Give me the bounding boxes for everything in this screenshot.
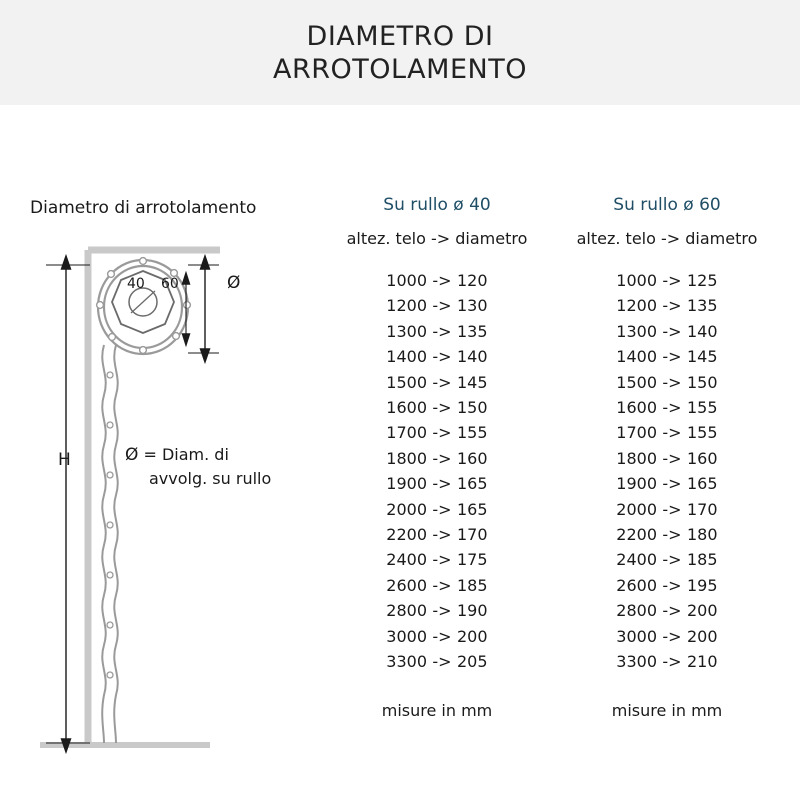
- curtain-height-value: 2400: [386, 550, 427, 570]
- roll-diameter-value: 145: [687, 347, 718, 367]
- roll-diameter-value: 195: [687, 575, 718, 595]
- roll-diameter-value: 140: [457, 347, 488, 367]
- arrow-icon: ->: [662, 271, 682, 290]
- curtain-height-value: 2600: [616, 575, 657, 595]
- measurement-row: [552, 344, 782, 369]
- curtain-height-value: 1400: [616, 347, 657, 367]
- roll-diameter-value: 200: [457, 626, 488, 646]
- measurement-row: [552, 268, 782, 293]
- column-60-title: Su rullo ø 60: [613, 195, 721, 215]
- curtain-height-value: 2200: [386, 525, 427, 545]
- measurement-row: [552, 573, 782, 598]
- arrow-icon: ->: [432, 652, 452, 672]
- arrow-icon: ->: [432, 296, 452, 316]
- column-40-rows: [322, 268, 552, 675]
- arrow-icon: ->: [432, 321, 452, 341]
- height-dimension-label: H: [58, 450, 71, 470]
- measurement-row: [552, 649, 782, 674]
- arrow-icon: ->: [662, 652, 682, 672]
- diagram-block: [0, 105, 330, 800]
- curtain-height-value: 1900: [616, 474, 657, 494]
- arrow-icon: ->: [432, 423, 452, 443]
- measurement-row: [322, 395, 552, 420]
- content-area: [0, 105, 800, 800]
- measurement-row: [322, 293, 552, 318]
- measurement-row: [322, 319, 552, 344]
- curtain-height-value: 1700: [386, 423, 427, 443]
- arrow-icon: ->: [432, 372, 452, 392]
- measurement-row: [322, 344, 552, 369]
- arrow-icon: ->: [432, 271, 452, 290]
- roll-diameter-value: 185: [457, 575, 488, 595]
- measurement-row: [322, 547, 552, 572]
- measurement-row: [322, 420, 552, 445]
- diameter-dimension-label: Ø: [227, 273, 241, 293]
- curtain-height-value: 2000: [616, 499, 657, 519]
- column-roller-40: [322, 105, 552, 720]
- arrow-icon: ->: [662, 601, 682, 621]
- roll-diameter-value: 150: [687, 372, 718, 392]
- curtain-height-value: 3000: [616, 626, 657, 646]
- curtain-height-value: 1500: [616, 372, 657, 392]
- roll-diameter-value: 180: [687, 525, 718, 545]
- measurement-row: [552, 547, 782, 572]
- arrow-icon: ->: [432, 550, 452, 570]
- curtain-height-value: 1800: [386, 448, 427, 468]
- curtain-height-value: 2600: [386, 575, 427, 595]
- roll-diameter-value: 165: [457, 499, 488, 519]
- measurement-row: [322, 649, 552, 674]
- arrow-icon: ->: [662, 372, 682, 392]
- measurement-row: [322, 471, 552, 496]
- arrow-icon: ->: [662, 448, 682, 468]
- curtain-height-value: 1600: [386, 398, 427, 418]
- measurement-row: [552, 598, 782, 623]
- column-60-rows: [552, 268, 782, 675]
- roll-diameter-value: 170: [457, 525, 488, 545]
- measurement-row: [552, 370, 782, 395]
- measurement-row: [322, 370, 552, 395]
- roll-diameter-value: 165: [687, 474, 718, 494]
- arrow-icon: ->: [432, 474, 452, 494]
- roll-diameter-value: 205: [457, 652, 488, 672]
- column-60-subtitle: altez. telo -> diametro: [576, 229, 758, 248]
- curtain-height-value: 1500: [386, 372, 427, 392]
- arrow-icon: ->: [662, 398, 682, 418]
- column-40-title: Su rullo ø 40: [383, 195, 491, 215]
- roller-40-label: 40: [127, 276, 145, 292]
- page-header: [0, 0, 800, 105]
- arrow-icon: ->: [662, 474, 682, 494]
- curtain-height-value: 1400: [386, 347, 427, 367]
- curtain-height-value: 3000: [386, 626, 427, 646]
- rolling-diagram-illustration: [0, 225, 330, 785]
- roll-diameter-value: 155: [687, 398, 718, 418]
- arrow-icon: ->: [662, 575, 682, 595]
- curtain-height-value: 1300: [386, 321, 427, 341]
- measurement-row: [552, 471, 782, 496]
- roll-diameter-value: 145: [457, 372, 488, 392]
- arrow-icon: ->: [432, 575, 452, 595]
- curtain-height-value: 1000: [616, 271, 657, 290]
- arrow-icon: ->: [662, 423, 682, 443]
- measurement-row: [322, 573, 552, 598]
- arrow-icon: ->: [432, 499, 452, 519]
- roll-diameter-value: 160: [457, 448, 488, 468]
- measurement-row: [552, 624, 782, 649]
- curtain-height-value: 3300: [386, 652, 427, 672]
- roll-diameter-value: 210: [687, 652, 718, 672]
- measurement-row: [552, 446, 782, 471]
- column-roller-60: [552, 105, 782, 720]
- arrow-icon: ->: [662, 525, 682, 545]
- legend-diameter-icon: Ø: [125, 445, 139, 465]
- measurement-row: [552, 522, 782, 547]
- arrow-icon: ->: [662, 296, 682, 316]
- curtain-height-value: 1200: [616, 296, 657, 316]
- roll-diameter-value: 130: [457, 296, 488, 316]
- roll-diameter-value: 175: [457, 550, 488, 570]
- curtain-height-value: 1000: [386, 271, 427, 290]
- arrow-icon: ->: [662, 626, 682, 646]
- curtain-height-value: 2200: [616, 525, 657, 545]
- roll-diameter-value: 155: [687, 423, 718, 443]
- arrow-icon: ->: [662, 499, 682, 519]
- curtain-height-value: 2800: [386, 601, 427, 621]
- measurement-row: [552, 497, 782, 522]
- arrow-icon: ->: [662, 550, 682, 570]
- roll-diameter-value: 200: [687, 601, 718, 621]
- roll-diameter-value: 120: [457, 271, 488, 290]
- roll-diameter-value: 155: [457, 423, 488, 443]
- measurement-row: [322, 268, 552, 293]
- curtain-height-value: 2400: [616, 550, 657, 570]
- arrow-icon: ->: [432, 398, 452, 418]
- curtain-height-value: 2800: [616, 601, 657, 621]
- curtain-height-value: 1600: [616, 398, 657, 418]
- measurement-row: [322, 522, 552, 547]
- roller-60-label: 60: [161, 276, 179, 292]
- arrow-icon: ->: [432, 601, 452, 621]
- curtain-height-value: 1800: [616, 448, 657, 468]
- legend-line-2: avvolg. su rullo: [149, 469, 272, 488]
- arrow-icon: ->: [662, 347, 682, 367]
- curtain-height-value: 3300: [616, 652, 657, 672]
- arrow-icon: ->: [432, 347, 452, 367]
- measurement-row: [552, 420, 782, 445]
- curtain-height-value: 1300: [616, 321, 657, 341]
- curtain-height-value: 1200: [386, 296, 427, 316]
- measurement-row: [322, 497, 552, 522]
- roll-diameter-value: 135: [687, 296, 718, 316]
- page-title-line-1: DIAMETRO DI: [306, 20, 494, 52]
- roll-diameter-value: 170: [687, 499, 718, 519]
- roll-diameter-value: 150: [457, 398, 488, 418]
- column-40-subtitle: altez. telo -> diametro: [346, 229, 528, 248]
- roll-diameter-value: 135: [457, 321, 488, 341]
- diagram-legend: [125, 443, 325, 490]
- curtain-height-value: 1700: [616, 423, 657, 443]
- curtain-height-value: 1900: [386, 474, 427, 494]
- measurement-row: [322, 624, 552, 649]
- arrow-icon: ->: [432, 626, 452, 646]
- arrow-icon: ->: [662, 321, 682, 341]
- measurement-row: [322, 598, 552, 623]
- roll-diameter-value: 185: [687, 550, 718, 570]
- arrow-icon: ->: [432, 525, 452, 545]
- column-60-footer: misure in mm: [611, 700, 723, 720]
- roll-diameter-value: 125: [687, 271, 718, 290]
- roll-diameter-value: 165: [457, 474, 488, 494]
- page-title-line-2: ARROTOLAMENTO: [273, 53, 527, 85]
- diagram-title: Diametro di arrotolamento: [30, 198, 257, 218]
- legend-line-1: = Diam. di: [143, 445, 229, 464]
- curtain-height-value: 2000: [386, 499, 427, 519]
- measurement-row: [552, 395, 782, 420]
- measurement-row: [552, 319, 782, 344]
- roll-diameter-value: 140: [687, 321, 718, 341]
- arrow-icon: ->: [432, 448, 452, 468]
- measurement-row: [552, 293, 782, 318]
- roll-diameter-value: 160: [687, 448, 718, 468]
- roll-diameter-value: 200: [687, 626, 718, 646]
- column-40-footer: misure in mm: [381, 700, 493, 720]
- roll-diameter-value: 190: [457, 601, 488, 621]
- measurement-row: [322, 446, 552, 471]
